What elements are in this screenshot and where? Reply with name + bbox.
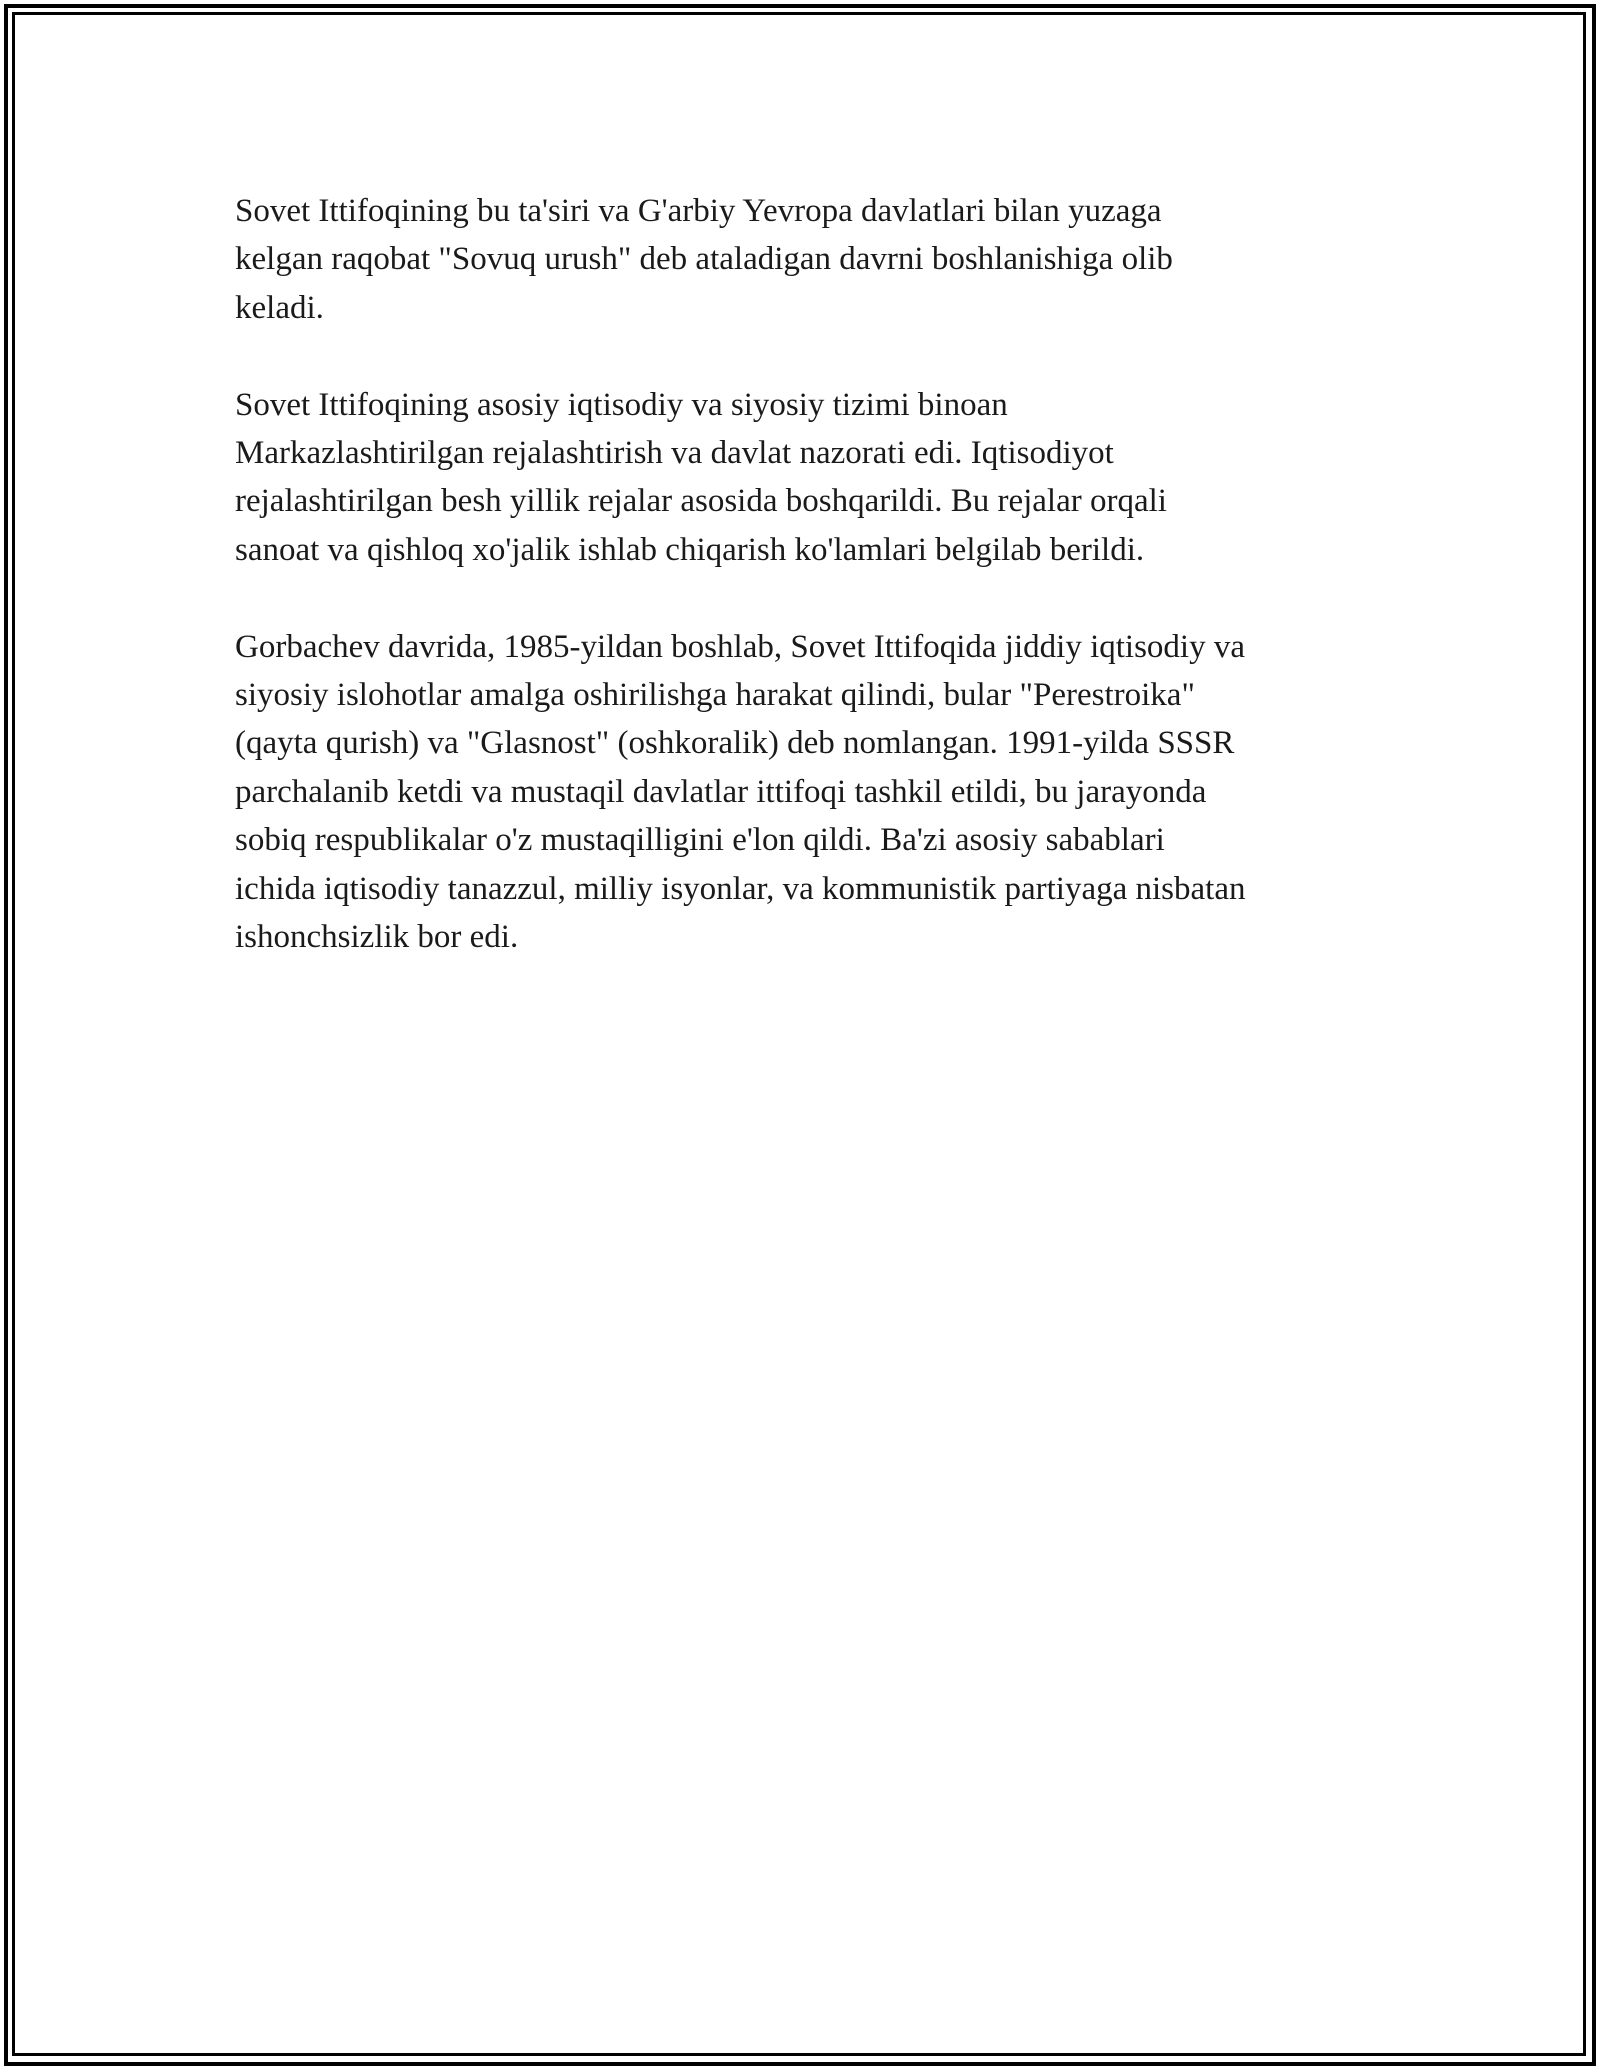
text-line: rejalashtirilgan besh yillik rejalar asosida boshqarildi. Bu rejalar orqali: [235, 483, 1167, 520]
text-line: parchalanib ketdi va mustaqil davlatlar ittifoqi tashkil etildi, bu jarayonda: [235, 773, 1207, 810]
text-line: ichida iqtisodiy tanazzul, milliy isyonlar, va kommunistik partiyaga nisbatan: [235, 870, 1246, 907]
text-line: siyosiy islohotlar amalga oshirilishga harakat qilindi, bular "Perestroika": [235, 677, 1195, 714]
text-line: Sovet Ittifoqining bu ta'siri va G'arbiy Yevropa davlatlari bilan yuzaga: [235, 193, 1162, 229]
document-body: [235, 187, 1375, 1010]
paragraph-economic-system: [235, 381, 1375, 575]
text-line: Markazlashtirilgan rejalashtirish va davlat nazorati edi. Iqtisodiyot: [235, 435, 1114, 472]
text-line: sobiq respublikalar o'z mustaqilligini e'lon qildi. Ba'zi asosiy sabablari: [235, 822, 1165, 859]
paragraph-cold-war: [235, 187, 1375, 332]
text-line: Sovet Ittifoqining asosiy iqtisodiy va siyosiy tizimi binoan: [235, 386, 1008, 423]
text-line: kelgan raqobat "Sovuq urush" deb ataladigan davrni boshlanishiga olib: [235, 241, 1173, 278]
text-line: sanoat va qishloq xo'jalik ishlab chiqarish ko'lamlari belgilab berildi.: [235, 531, 1145, 568]
text-line: (qayta qurish) va "Glasnost" (oshkoralik) deb nomlangan. 1991-yilda SSSR: [235, 725, 1235, 762]
text-line: Gorbachev davrida, 1985-yildan boshlab, Sovet Ittifoqida jiddiy iqtisodiy va: [235, 628, 1245, 665]
text-line: keladi.: [235, 289, 324, 326]
paragraph-gorbachev-reforms: [235, 623, 1375, 962]
text-line: ishonchsizlik bor edi.: [235, 919, 519, 956]
